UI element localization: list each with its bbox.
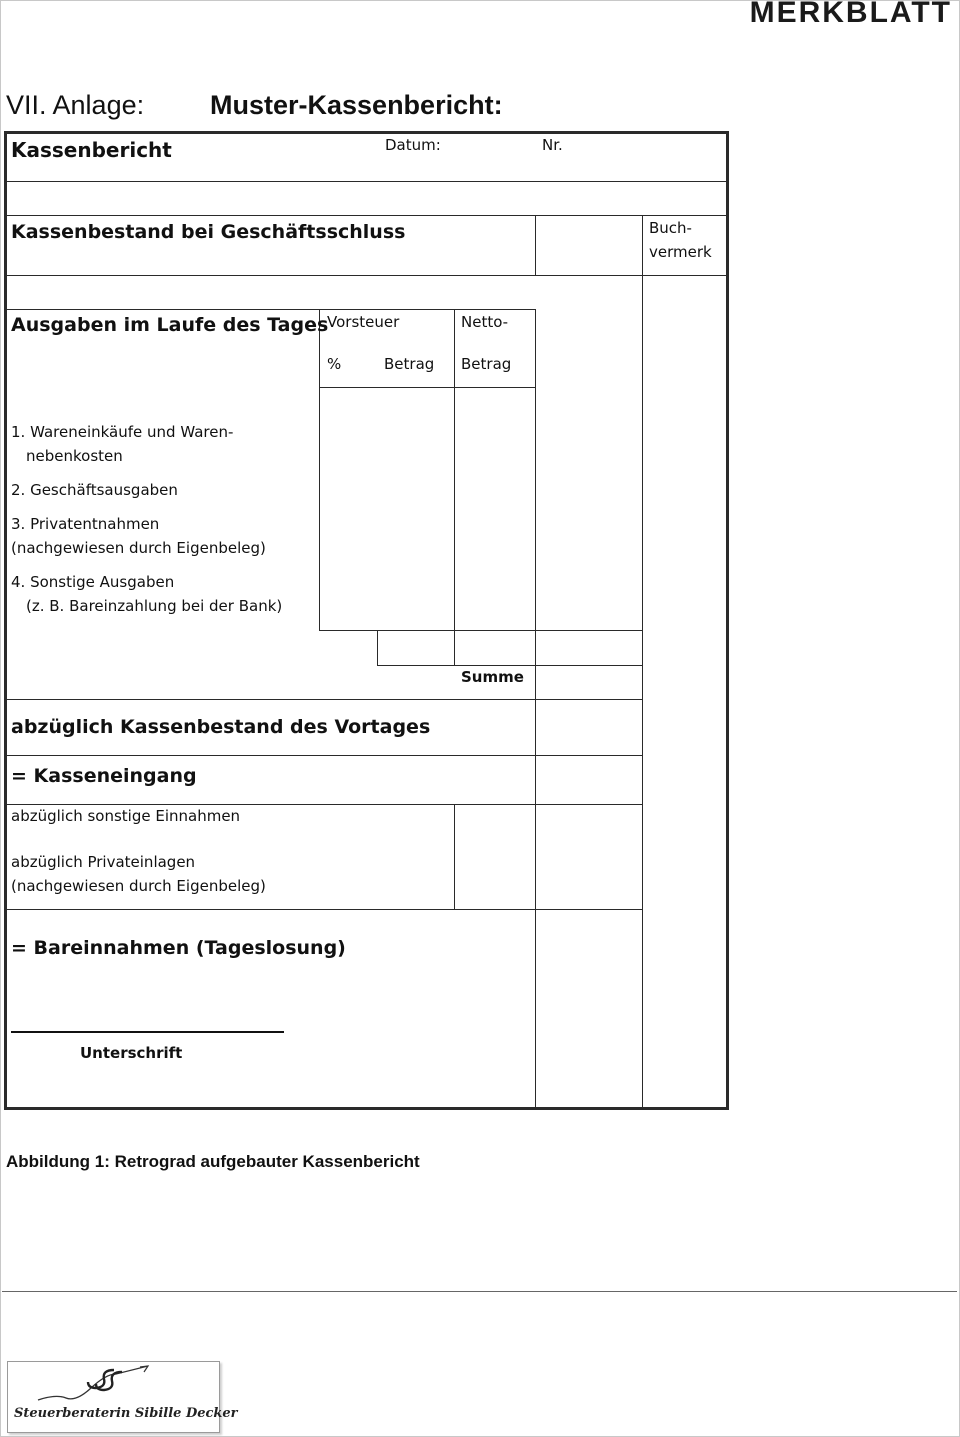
privateinlagen-note: (nachgewiesen durch Eigenbeleg)	[11, 877, 266, 895]
list-item: 2. Geschäftsausgaben	[11, 481, 178, 499]
rule	[4, 181, 729, 182]
rule	[4, 699, 642, 700]
bareinnahmen-label: = Bareinnahmen (Tageslosung)	[11, 937, 346, 959]
rule	[535, 309, 536, 1109]
vorsteuer-label: Vorsteuer	[327, 313, 400, 331]
list-item: (z. B. Bareinzahlung bei der Bank)	[26, 597, 283, 615]
rule	[454, 804, 455, 909]
rule	[454, 309, 455, 665]
rule	[319, 630, 642, 631]
kassenbestand-label: Kassenbestand bei Geschäftsschluss	[11, 221, 406, 243]
rule	[535, 215, 536, 275]
rule	[377, 630, 378, 665]
footer-divider	[2, 1291, 957, 1292]
privateinlagen-label: abzüglich Privateinlagen	[11, 853, 196, 871]
unterschrift-label: Unterschrift	[80, 1044, 183, 1062]
vorsteuer-betrag-label: Betrag	[384, 355, 435, 373]
buchvermerk-label-2: vermerk	[649, 243, 712, 261]
rule	[4, 804, 642, 805]
form-border-left	[4, 131, 7, 1110]
netto-label: Netto-	[461, 313, 509, 331]
rule	[319, 387, 535, 388]
ausgaben-label: Ausgaben im Laufe des Tages	[11, 314, 329, 336]
rule	[377, 665, 642, 666]
datum-label: Datum:	[385, 136, 441, 154]
percent-label: %	[327, 355, 342, 373]
merkblatt-badge: MERKBLATT	[749, 0, 952, 29]
summe-label: Summe	[461, 668, 524, 686]
rule	[4, 309, 535, 310]
list-item: nebenkosten	[26, 447, 123, 465]
company-logo	[7, 1361, 238, 1433]
logo-mark-icon	[36, 1364, 156, 1406]
rule	[4, 275, 729, 276]
buchvermerk-label-1: Buch-	[649, 219, 692, 237]
rule	[319, 309, 320, 631]
section-label: VII. Anlage:	[6, 90, 145, 120]
rule	[4, 755, 642, 756]
logo-text: Steuerberaterin Sibille Decker	[14, 1406, 238, 1421]
rule	[4, 909, 642, 910]
rule	[642, 215, 643, 1109]
form-title: Kassenbericht	[11, 138, 172, 162]
form-border-right	[726, 131, 729, 1110]
list-item: (nachgewiesen durch Eigenbeleg)	[11, 539, 266, 557]
kasseneingang-label: = Kasseneingang	[11, 765, 197, 787]
form-border-top	[4, 131, 729, 134]
signature-line	[11, 1031, 284, 1033]
list-item: 4. Sonstige Ausgaben	[11, 573, 175, 591]
sonstige-einnahmen-label: abzüglich sonstige Einnahmen	[11, 807, 241, 825]
page-title: Muster-Kassenbericht:	[210, 90, 503, 120]
list-item: 1. Wareneinkäufe und Waren-	[11, 423, 234, 441]
abzueglich-vortag-label: abzüglich Kassenbestand des Vortages	[11, 716, 431, 738]
kassenbericht-form	[4, 131, 729, 1110]
list-item: 3. Privatentnahmen	[11, 515, 160, 533]
figure-caption: Abbildung 1: Retrograd aufgebauter Kassenbericht	[6, 1152, 420, 1171]
form-border-bottom	[4, 1107, 729, 1110]
nr-label: Nr.	[542, 136, 563, 154]
netto-betrag-label: Betrag	[461, 355, 512, 373]
rule	[4, 215, 729, 216]
